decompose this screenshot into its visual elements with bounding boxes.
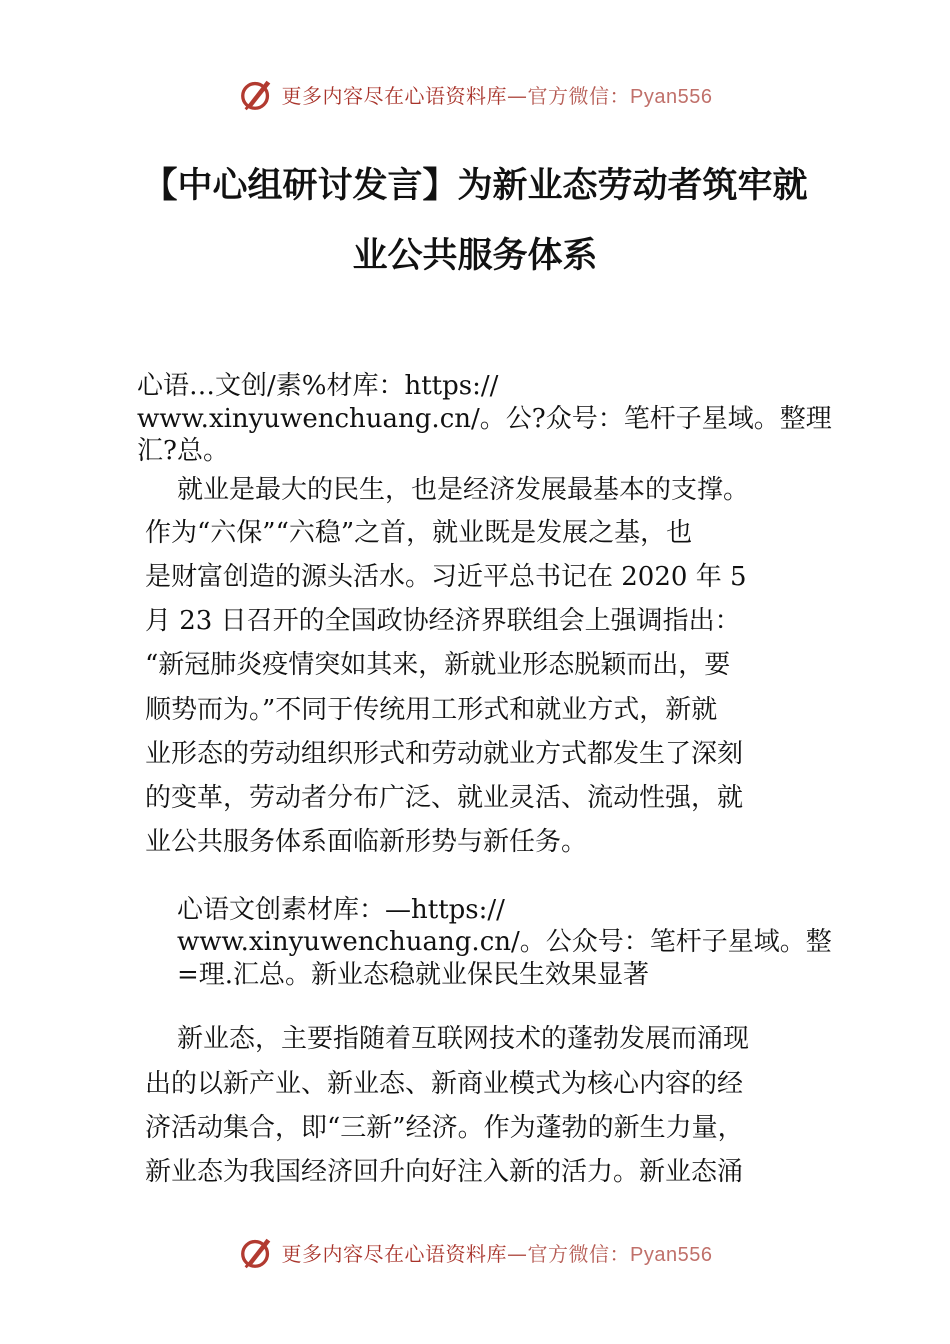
- body-line: =理.汇总。新业态稳就业保民生效果显著: [177, 960, 650, 990]
- quill-pen-logo-icon: [238, 75, 276, 113]
- banner-account-label: 官方微信：: [527, 1241, 631, 1266]
- body-line: 业公共服务体系面临新形势与新任务。: [145, 827, 588, 857]
- body-line: 就业是最大的民生，也是经济发展最基本的支撑。: [177, 475, 750, 505]
- banner-text: 更多内容尽在心语资料库: [281, 1241, 508, 1266]
- body-line: 作为“六保”“六稳”之首，就业既是发展之基，也: [145, 518, 693, 548]
- body-line: 心语文创素材库：—https://: [177, 895, 505, 925]
- body-line: “新冠肺炎疫情突如其来，新就业形态脱颖而出，要: [145, 650, 731, 680]
- body-line: 业形态的劳动组织形式和劳动就业方式都发生了深刻: [145, 739, 744, 769]
- banner-account-id: Pyan556: [630, 1243, 713, 1266]
- document-title-line-2: 业公共服务体系: [352, 236, 598, 276]
- banner-dash: —: [507, 1241, 528, 1266]
- body-line: 汇?总。: [137, 436, 229, 466]
- body-line: 新业态为我国经济回升向好注入新的活力。新业态涌: [145, 1157, 744, 1187]
- header-banner: [0, 74, 950, 114]
- body-line: 是财富创造的源头活水。习近平总书记在 2020 年 5: [145, 562, 747, 592]
- banner-account-label: 官方微信：: [527, 83, 631, 108]
- body-line: 心语…文创/素%材库：https://: [137, 371, 499, 401]
- quill-pen-logo-icon: [238, 1233, 276, 1271]
- banner-dash: —: [507, 83, 528, 108]
- body-line: 新业态，主要指随着互联网技术的蓬勃发展而涌现: [177, 1024, 750, 1054]
- body-line: 济活动集合，即“三新”经济。作为蓬勃的新生力量，: [145, 1113, 744, 1143]
- banner-account-id: Pyan556: [630, 85, 713, 108]
- body-line: 顺势而为。”不同于传统用工形式和就业方式，新就: [145, 695, 718, 725]
- document-title-line-1: 【中心组研讨发言】为新业态劳动者筑牢就: [142, 166, 808, 206]
- body-line: 出的以新产业、新业态、新商业模式为核心内容的经: [145, 1069, 744, 1099]
- banner-text: 更多内容尽在心语资料库: [281, 83, 508, 108]
- body-line: 的变革，劳动者分布广泛、就业灵活、流动性强，就: [145, 783, 744, 813]
- footer-banner: [0, 1232, 950, 1272]
- body-line: www.xinyuwenchuang.cn/。公?众号：笔杆子星域。整理: [137, 404, 832, 434]
- body-line: www.xinyuwenchuang.cn/。公众号：笔杆子星域。整: [177, 927, 832, 957]
- body-line: 月 23 日召开的全国政协经济界联组会上强调指出：: [145, 606, 741, 636]
